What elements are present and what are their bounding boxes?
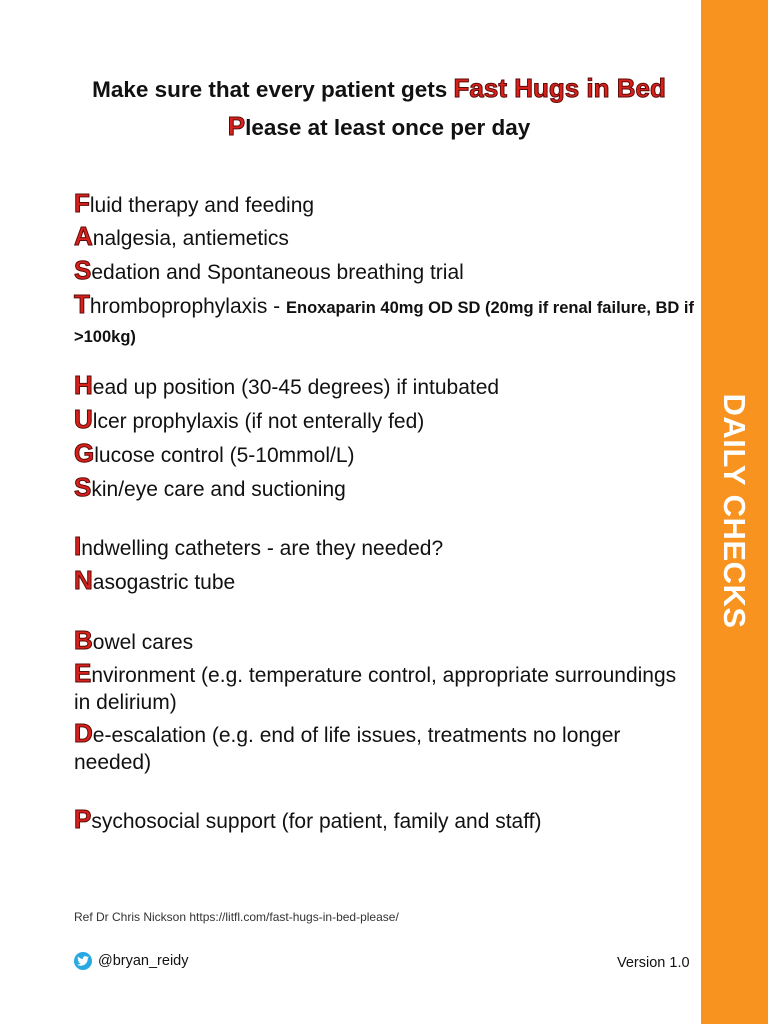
twitter-credit[interactable]	[74, 952, 188, 970]
acronym-letter: B	[74, 625, 93, 655]
headline	[58, 70, 700, 146]
item-text: asogastric tube	[92, 571, 236, 594]
list-item-environment	[74, 660, 694, 716]
list-item-ulcer	[74, 406, 694, 435]
item-text: e-escalation (e.g. end of life issues, treatments no longer needed)	[74, 724, 621, 774]
item-note: Enoxaparin 40mg OD SD (20mg if renal failure, BD if >100kg)	[74, 299, 694, 346]
item-text: lcer prophylaxis (if not enterally fed)	[92, 410, 425, 433]
list-item-head-up	[74, 372, 694, 401]
acronym-letter: S	[74, 472, 92, 502]
list-item-glucose	[74, 440, 694, 469]
list-item-fluid	[74, 190, 694, 219]
item-text: edation and Spontaneous breathing trial	[91, 261, 464, 284]
list-item-sedation	[74, 257, 694, 286]
acronym-letter: H	[74, 370, 93, 400]
item-text: sychosocial support (for patient, family and staff)	[91, 810, 542, 833]
item-text: nvironment (e.g. temperature control, appropriate surroundings in delirium)	[74, 664, 677, 714]
list-item-nasogastric	[74, 567, 694, 596]
acronym-letter: T	[74, 289, 90, 319]
twitter-handle: @bryan_reidy	[98, 953, 189, 969]
list-item-bowel	[74, 627, 694, 656]
list-item-thromboprophylaxis	[74, 291, 694, 351]
list-item-analgesia	[74, 223, 694, 252]
list-item-skin	[74, 474, 694, 503]
acronym-letter: N	[74, 565, 93, 595]
version-label: Version 1.0	[617, 955, 690, 971]
headline-fast-hugs: Fast Hugs in Bed P	[227, 73, 666, 141]
item-text: luid therapy and feeding	[89, 194, 315, 217]
headline-part2: lease at least once per day	[245, 115, 531, 140]
acronym-letter: F	[74, 188, 90, 218]
item-text: nalgesia, antiemetics	[92, 227, 289, 250]
list-item-psychosocial	[74, 806, 694, 835]
twitter-bird-icon	[74, 952, 92, 970]
item-text: hromboprophylaxis -	[89, 295, 286, 318]
acronym-letter: D	[74, 718, 93, 748]
acronym-letter: S	[74, 255, 92, 285]
acronym-letter: A	[74, 221, 93, 251]
acronym-letter: G	[74, 438, 95, 468]
reference-text: Ref Dr Chris Nickson https://litfl.com/fast-hugs-in-bed-please/	[74, 910, 399, 924]
item-text: ead up position (30-45 degrees) if intubated	[92, 376, 500, 399]
acronym-letter: I	[74, 531, 82, 561]
sidebar-label: DAILY CHECKS	[717, 393, 752, 629]
list-item-indwelling	[74, 533, 694, 562]
item-text: lucose control (5-10mmol/L)	[94, 444, 355, 467]
acronym-letter: E	[74, 658, 92, 688]
item-text: ndwelling catheters - are they needed?	[81, 537, 444, 560]
acronym-letter: U	[74, 404, 93, 434]
list-item-de-escalation	[74, 720, 694, 776]
headline-part1: Make sure that every patient gets	[92, 77, 454, 102]
item-text: kin/eye care and suctioning	[91, 478, 346, 501]
acronym-letter: P	[74, 804, 92, 834]
item-text: owel cares	[92, 631, 194, 654]
